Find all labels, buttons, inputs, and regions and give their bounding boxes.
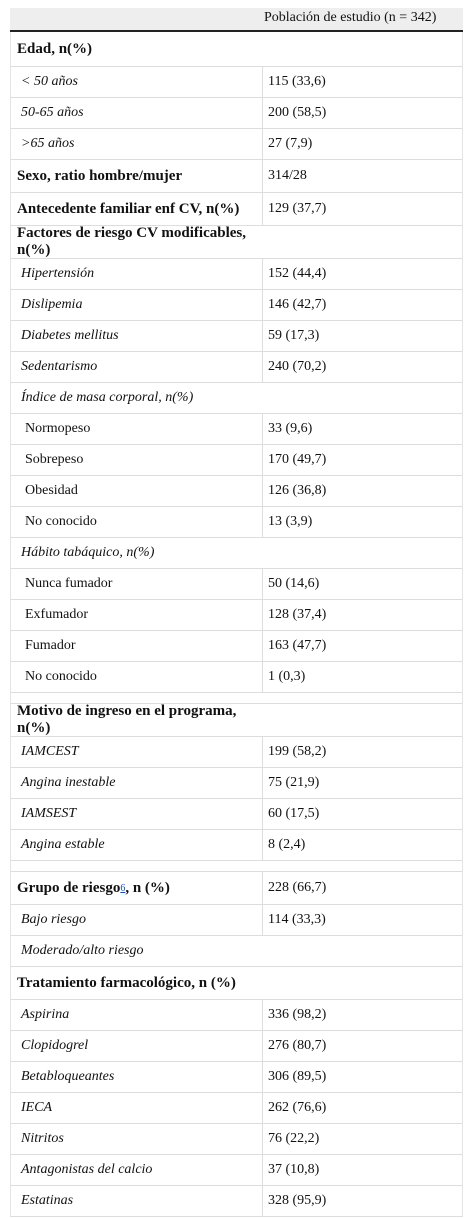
row-value: 33 (9,6) xyxy=(268,421,313,436)
row-label: Motivo de ingreso en el programa, n(%) xyxy=(17,703,237,736)
row-obesidad xyxy=(11,476,462,507)
row-value: 199 (58,2) xyxy=(268,744,327,759)
row-value: 228 (66,7) xyxy=(268,880,327,895)
row-value: 115 (33,6) xyxy=(268,74,326,89)
row-label: Normopeso xyxy=(11,414,263,444)
row-label: IAMCEST xyxy=(11,737,263,767)
row-angina-inestable xyxy=(11,768,462,799)
row-dislipemia xyxy=(11,290,462,321)
row-label: < 50 años xyxy=(11,67,263,97)
row-label: 50-65 años xyxy=(11,98,263,128)
row-label: IECA xyxy=(11,1093,263,1123)
grupo-label: Grupo de riesgo xyxy=(17,879,121,896)
row-factores-riesgo xyxy=(11,226,462,259)
row-value: 152 (44,4) xyxy=(268,266,327,281)
row-label: Nunca fumador xyxy=(11,569,263,599)
row-edad-lt50 xyxy=(11,67,462,98)
header-empty-cell xyxy=(10,8,262,30)
row-normopeso xyxy=(11,414,462,445)
row-label: Antecedente familiar enf CV, n(%) xyxy=(11,193,263,225)
row-value: 114 (33,3) xyxy=(268,912,326,927)
row-value: 1 (0,3) xyxy=(268,669,306,684)
row-label: Sobrepeso xyxy=(11,445,263,475)
row-value: 75 (21,9) xyxy=(268,775,320,790)
row-sexo xyxy=(11,160,462,193)
row-aspirina xyxy=(11,1000,462,1031)
row-imc xyxy=(11,383,462,414)
row-label: Hipertensión xyxy=(11,259,263,289)
row-value: 170 (49,7) xyxy=(268,452,327,467)
row-label: Edad, n(%) xyxy=(17,40,93,57)
row-iamsest xyxy=(11,799,462,830)
row-label: Aspirina xyxy=(11,1000,263,1030)
row-exfumador xyxy=(11,600,462,631)
row-antecedente xyxy=(11,193,462,226)
reference-link[interactable]: 6 xyxy=(120,882,126,894)
row-iamcest xyxy=(11,737,462,768)
row-fumador xyxy=(11,631,462,662)
row-value: 27 (7,9) xyxy=(268,136,313,151)
row-edad-5065 xyxy=(11,98,462,129)
row-edad-gt65 xyxy=(11,129,462,160)
row-tabaco-no-conocido xyxy=(11,662,462,693)
row-label: Estatinas xyxy=(11,1186,263,1216)
row-value: 240 (70,2) xyxy=(268,359,327,374)
row-label: Bajo riesgo xyxy=(11,905,263,935)
row-label: No conocido xyxy=(11,662,263,692)
row-label: Tratamiento farmacológico, n (%) xyxy=(17,974,236,991)
row-label: Fumador xyxy=(11,631,263,661)
row-label: Angina estable xyxy=(11,830,263,860)
row-label: Sedentarismo xyxy=(11,352,263,382)
row-ieca xyxy=(11,1093,462,1124)
row-label: Dislipemia xyxy=(11,290,263,320)
row-diabetes xyxy=(11,321,462,352)
row-label: >65 años xyxy=(11,129,263,159)
row-hipertension xyxy=(11,259,462,290)
row-bajo-riesgo xyxy=(11,905,462,936)
spacer-row xyxy=(11,861,462,872)
row-angina-estable xyxy=(11,830,462,861)
row-label: Clopidogrel xyxy=(11,1031,263,1061)
row-value: 306 (89,5) xyxy=(268,1069,327,1084)
row-value: 60 (17,5) xyxy=(268,806,320,821)
row-value: 262 (76,6) xyxy=(268,1100,327,1115)
row-moderado-alto xyxy=(11,936,462,967)
row-label: Sexo, ratio hombre/mujer xyxy=(11,160,263,192)
row-value: 76 (22,2) xyxy=(268,1131,320,1146)
row-label: Exfumador xyxy=(11,600,263,630)
row-value: 59 (17,3) xyxy=(268,328,320,343)
row-sobrepeso xyxy=(11,445,462,476)
row-imc-no-conocido xyxy=(11,507,462,538)
table-header xyxy=(10,8,463,32)
row-label: IAMSEST xyxy=(11,799,263,829)
row-value: 336 (98,2) xyxy=(268,1007,327,1022)
grupo-label-tail: , n (%) xyxy=(125,879,170,896)
row-value: 129 (37,7) xyxy=(268,201,327,216)
row-label: Antagonistas del calcio xyxy=(11,1155,263,1185)
row-sedentarismo xyxy=(11,352,462,383)
row-antagonistas-calcio xyxy=(11,1155,462,1186)
row-value: 13 (3,9) xyxy=(268,514,313,529)
row-value: 328 (95,9) xyxy=(268,1193,327,1208)
row-tabaquico xyxy=(11,538,462,569)
row-label: Moderado/alto riesgo xyxy=(21,943,144,958)
row-value: 50 (14,6) xyxy=(268,576,320,591)
row-clopidogrel xyxy=(11,1031,462,1062)
row-nunca-fumador xyxy=(11,569,462,600)
row-label: Betabloqueantes xyxy=(11,1062,263,1092)
row-estatinas xyxy=(11,1186,462,1217)
row-value: 146 (42,7) xyxy=(268,297,327,312)
row-value: 37 (10,8) xyxy=(268,1162,320,1177)
data-table xyxy=(10,8,463,1217)
row-tratamiento xyxy=(11,967,462,1000)
row-edad xyxy=(11,32,462,67)
row-grupo-riesgo xyxy=(11,872,462,905)
row-label: No conocido xyxy=(11,507,263,537)
row-value: 163 (47,7) xyxy=(268,638,327,653)
row-label: Obesidad xyxy=(11,476,263,506)
row-label: Angina inestable xyxy=(11,768,263,798)
row-value: 8 (2,4) xyxy=(268,837,306,852)
row-betabloqueantes xyxy=(11,1062,462,1093)
row-label: Hábito tabáquico, n(%) xyxy=(21,545,155,560)
row-value: 314/28 xyxy=(268,168,307,183)
row-value: 126 (36,8) xyxy=(268,483,327,498)
header-population: Población de estudio (n = 342) xyxy=(264,10,437,25)
row-motivo-ingreso xyxy=(11,704,462,737)
row-nitritos xyxy=(11,1124,462,1155)
row-label: Índice de masa corporal, n(%) xyxy=(21,390,194,405)
row-value: 128 (37,4) xyxy=(268,607,327,622)
row-label xyxy=(11,872,263,904)
row-value: 200 (58,5) xyxy=(268,105,327,120)
row-label: Factores de riesgo CV modificables, n(%) xyxy=(17,225,246,258)
row-label: Nitritos xyxy=(11,1124,263,1154)
row-label: Diabetes mellitus xyxy=(11,321,263,351)
row-value: 276 (80,7) xyxy=(268,1038,327,1053)
